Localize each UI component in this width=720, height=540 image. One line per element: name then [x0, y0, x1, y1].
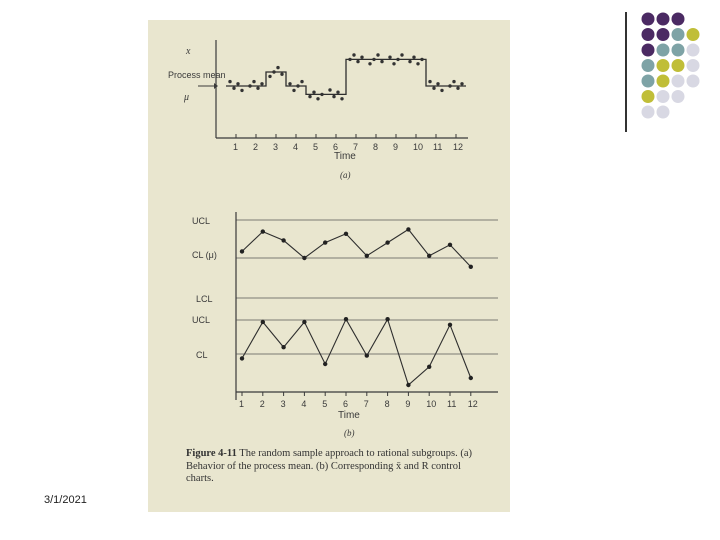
- sample-point: [276, 66, 279, 69]
- process-mean-step: [226, 59, 466, 94]
- panel-a-y-mu: μ: [184, 92, 190, 103]
- sample-point: [292, 89, 295, 92]
- panel-a-x-tick-label: 11: [433, 142, 443, 152]
- sample-point: [348, 58, 351, 61]
- sample-point: [356, 60, 359, 63]
- xbar-point: [385, 240, 389, 244]
- decorative-dot: [657, 75, 670, 88]
- sample-point: [328, 88, 331, 91]
- sample-point: [312, 91, 315, 94]
- figure-svg: [148, 20, 510, 512]
- sample-point: [272, 70, 275, 73]
- panel-a-x-tick-label: 3: [273, 142, 279, 152]
- decorative-dot: [687, 75, 700, 88]
- panel-b-label: (b): [344, 428, 355, 438]
- panel-b-x-tick-label: 8: [384, 399, 390, 409]
- panel-a-y-label-1: Process mean: [168, 70, 226, 80]
- sample-point: [400, 53, 403, 56]
- decorative-dot: [657, 59, 670, 72]
- panel-a-x-tick-label: 10: [413, 142, 424, 152]
- r-point: [448, 323, 452, 327]
- decorative-dot: [672, 44, 685, 57]
- sample-point: [448, 84, 451, 87]
- panel-b-x-tick-label: 12: [467, 399, 478, 409]
- xbar-cl-label: CL (μ): [192, 250, 217, 260]
- panel-b-x-tick-label: 10: [426, 399, 437, 409]
- r-point: [240, 356, 244, 360]
- panel-a-plot: [226, 53, 466, 152]
- panel-b-x-tick-label: 11: [447, 399, 457, 409]
- xbar-point: [261, 229, 265, 233]
- panel-a-y-symbol: x: [186, 46, 191, 57]
- sample-point: [440, 89, 443, 92]
- r-point: [261, 320, 265, 324]
- decorative-dot: [672, 90, 685, 103]
- panel-a-x-label: Time: [334, 151, 356, 162]
- decorative-dot: [657, 90, 670, 103]
- xbar-chart: [240, 227, 473, 269]
- sample-point: [260, 82, 263, 85]
- r-point: [365, 353, 369, 357]
- sample-point: [256, 87, 259, 90]
- xbar-point: [448, 243, 452, 247]
- panel-b-x-tick-label: 6: [343, 399, 349, 409]
- sample-point: [352, 53, 355, 56]
- decorative-dot: [672, 59, 685, 72]
- panel-a-x-tick-label: 1: [233, 142, 239, 152]
- sample-point: [432, 87, 435, 90]
- sample-point: [428, 80, 431, 83]
- r-point: [344, 317, 348, 321]
- xbar-ucl-label: UCL: [192, 216, 211, 226]
- sample-point: [392, 62, 395, 65]
- xbar-point: [281, 238, 285, 242]
- panel-b-x-tick-label: 2: [259, 399, 265, 409]
- sample-point: [396, 58, 399, 61]
- r-ucl-label: UCL: [192, 315, 211, 325]
- xbar-point: [240, 249, 244, 253]
- sample-point: [360, 56, 363, 59]
- xbar-point: [427, 254, 431, 258]
- sample-point: [336, 91, 339, 94]
- sample-point: [228, 80, 231, 83]
- r-point: [323, 362, 327, 366]
- caption-text: The random sample approach to rational subgroups. (a) Behavior of the process mean. (b) Corresponding x̄ and R control charts.: [186, 448, 472, 484]
- decorative-dot: [642, 44, 655, 57]
- panel-a-x-tick-label: 7: [353, 142, 359, 152]
- sample-point: [308, 95, 311, 98]
- r-point: [406, 383, 410, 387]
- slide-date: 3/1/2021: [44, 494, 87, 506]
- decorative-dot: [687, 59, 700, 72]
- sample-point: [420, 58, 423, 61]
- r-chart: [239, 317, 478, 409]
- panel-a-x-tick-label: 4: [293, 142, 299, 152]
- panel-b-x-tick-label: 9: [405, 399, 411, 409]
- decorative-dot: [672, 28, 685, 41]
- sample-point: [296, 84, 299, 87]
- decorative-dot-grid: [640, 12, 720, 124]
- sample-point: [240, 89, 243, 92]
- decorative-dot: [687, 44, 700, 57]
- sample-point: [412, 56, 415, 59]
- sample-point: [268, 75, 271, 78]
- caption-head: Figure 4-11: [186, 448, 237, 459]
- panel-b-x-tick-label: 3: [280, 399, 286, 409]
- figure-caption: [186, 448, 476, 486]
- r-cl-label: CL: [196, 350, 208, 360]
- sample-point: [236, 82, 239, 85]
- sample-point: [456, 87, 459, 90]
- decorative-dot: [687, 28, 700, 41]
- r-point: [385, 317, 389, 321]
- xbar-point: [406, 227, 410, 231]
- panel-a-x-tick-label: 6: [333, 142, 339, 152]
- xbar-point: [302, 256, 306, 260]
- r-point: [281, 345, 285, 349]
- panel-b-x-tick-label: 7: [363, 399, 369, 409]
- sample-point: [232, 87, 235, 90]
- sample-point: [340, 97, 343, 100]
- sample-point: [380, 60, 383, 63]
- panel-a-x-tick-label: 12: [453, 142, 464, 152]
- xbar-point: [365, 254, 369, 258]
- decorative-dot: [657, 28, 670, 41]
- sample-point: [460, 82, 463, 85]
- sample-point: [368, 62, 371, 65]
- xbar-point: [469, 265, 473, 269]
- decorative-dot: [642, 75, 655, 88]
- sample-point: [452, 80, 455, 83]
- panel-a-x-tick-label: 8: [373, 142, 379, 152]
- decorative-dot: [642, 28, 655, 41]
- decorative-dot: [657, 106, 670, 119]
- decorative-dot: [672, 13, 685, 26]
- sample-point: [376, 53, 379, 56]
- decorative-dot: [642, 59, 655, 72]
- panel-b-x-label: Time: [338, 410, 360, 421]
- r-point: [469, 376, 473, 380]
- sample-point: [332, 95, 335, 98]
- sample-point: [300, 80, 303, 83]
- xbar-series-line: [242, 229, 471, 266]
- r-point: [302, 320, 306, 324]
- xbar-lcl-label: LCL: [196, 294, 213, 304]
- panel-b-x-tick-label: 5: [322, 399, 328, 409]
- sample-point: [320, 93, 323, 96]
- decorative-dot: [657, 13, 670, 26]
- sample-point: [416, 62, 419, 65]
- xbar-point: [323, 240, 327, 244]
- panel-b-x-tick-label: 1: [239, 399, 245, 409]
- r-series-line: [242, 319, 471, 385]
- decorative-dot: [672, 75, 685, 88]
- decorative-dot: [642, 90, 655, 103]
- xbar-point: [344, 232, 348, 236]
- sample-point: [252, 80, 255, 83]
- panel-a-x-tick-label: 2: [253, 142, 259, 152]
- decorative-dot: [642, 13, 655, 26]
- sample-point: [388, 56, 391, 59]
- panel-a-x-tick-label: 9: [393, 142, 399, 152]
- decorative-dot: [642, 106, 655, 119]
- sample-point: [280, 73, 283, 76]
- sample-point: [372, 58, 375, 61]
- r-point: [427, 365, 431, 369]
- panel-a-x-tick-label: 5: [313, 142, 319, 152]
- sample-point: [288, 82, 291, 85]
- panel-b-x-tick-label: 4: [301, 399, 307, 409]
- panel-a-label: (a): [340, 170, 351, 180]
- decorative-divider: [625, 12, 627, 132]
- sample-point: [408, 60, 411, 63]
- scanned-figure: [148, 20, 510, 512]
- sample-point: [436, 82, 439, 85]
- sample-point: [316, 97, 319, 100]
- decorative-dot: [657, 44, 670, 57]
- sample-point: [248, 84, 251, 87]
